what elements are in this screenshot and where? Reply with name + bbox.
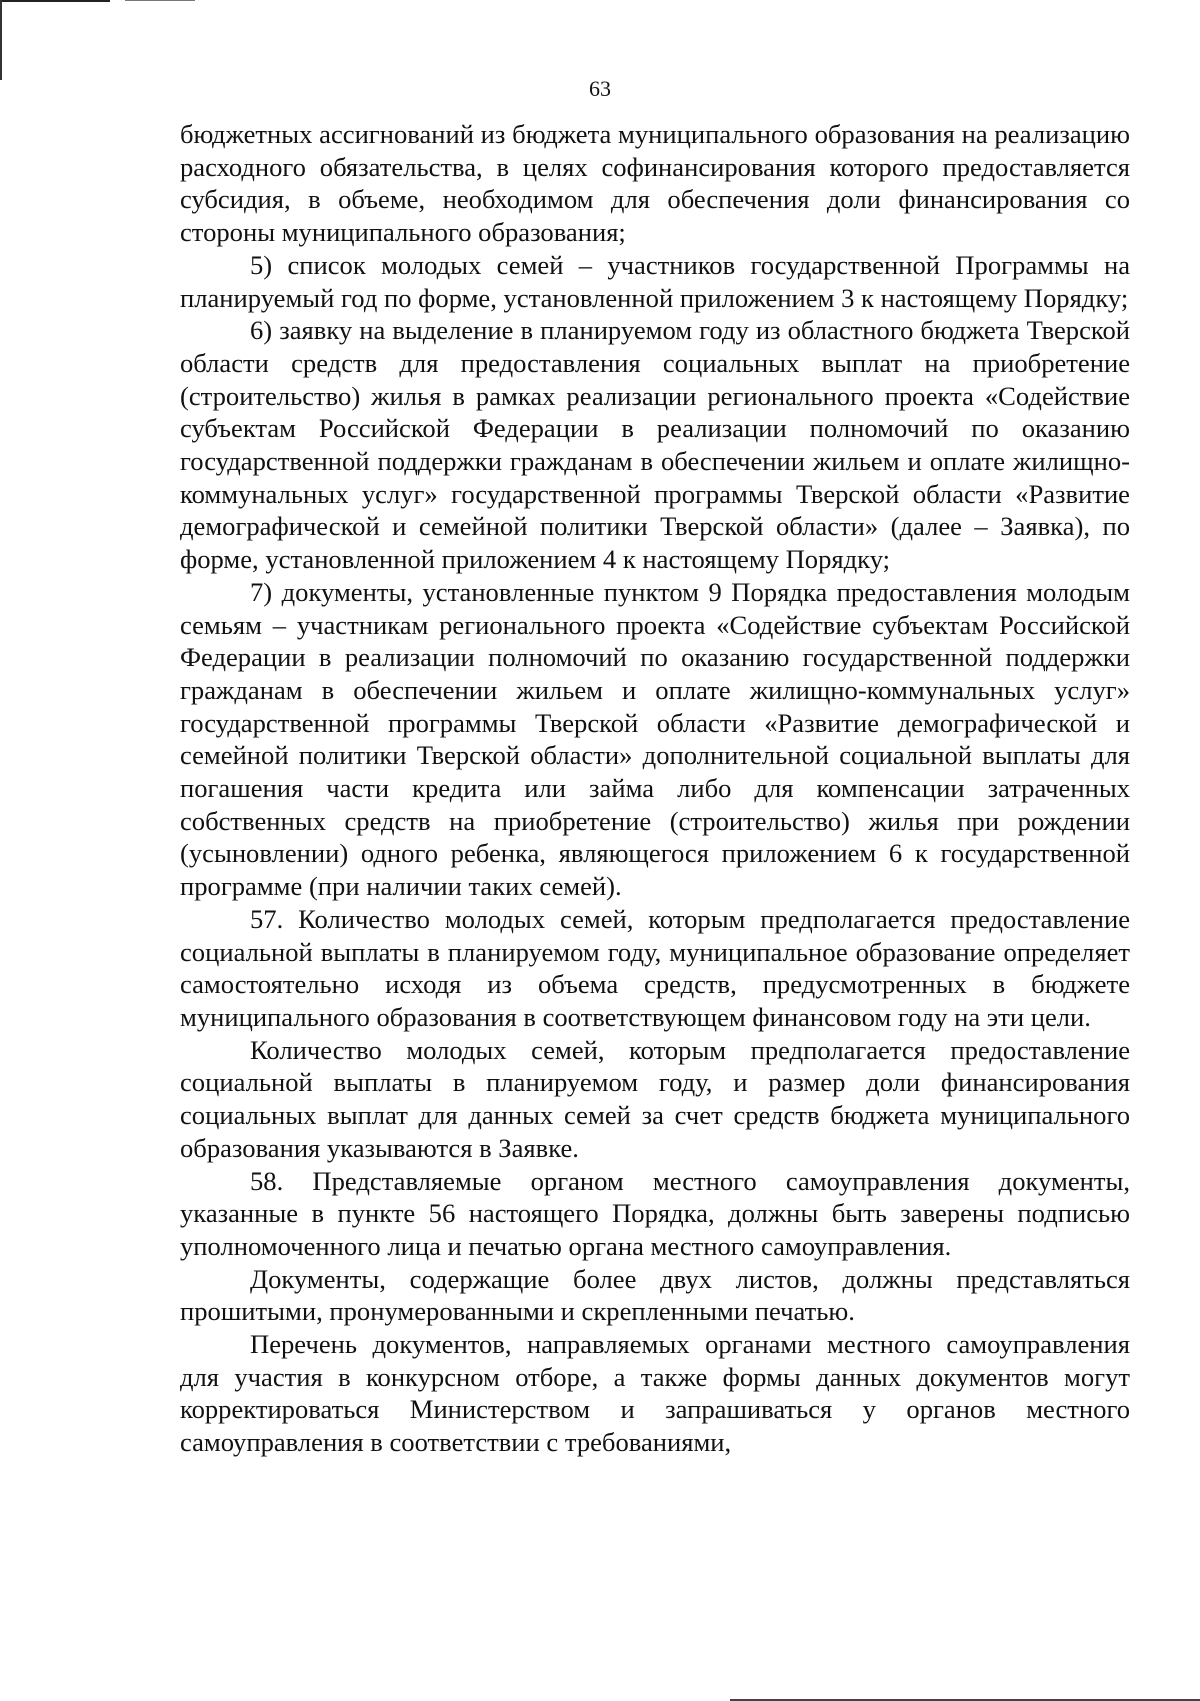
paragraph-clause-58-sheets: Документы, содержащие более двух листов, должны представляться прошитыми, пронумерованными и скрепленными печатью.: [180, 1263, 1130, 1327]
document-body: [180, 118, 1130, 1459]
paragraph-item-5: 5) список молодых семей – участников государственной Программы на планируемый год по форме, установленной приложением 3 к настоящему Порядку;: [180, 249, 1130, 313]
paragraph-clause-58-list: Перечень документов, направляемых органами местного самоуправления для участия в конкурсном отборе, а также формы данных документов могут корректироваться Министерством и запрашиваться у органов местного самоуправления в соответствии с требованиями,: [180, 1329, 1130, 1458]
paragraph-clause-57: 57. Количество молодых семей, которым предполагается предоставление социальной выплаты в планируемом году, муниципальное образование определяет самостоятельно исходя из объема средств, предусмотренных в бюджете муниципального образования в соответствующем финансовом году на эти цели.: [180, 903, 1130, 1032]
paragraph-item-6: 6) заявку на выделение в планируемом году из областного бюджета Тверской области средств для предоставления социальных выплат на приобретение (строительство) жилья в рамках реализации регионального проекта «Содействие субъектам Российской Федерации в реализации полномочий по оказанию государственной поддержки гражданам в обеспечении жильем и оплате жилищно-коммунальных услуг» государственной программы Тверской области «Развитие демографической и семейной политики Тверской области» (далее – Заявка), по форме, установленной приложением 4 к настоящему Порядку;: [180, 315, 1130, 575]
paragraph-clause-58: 58. Представляемые органом местного самоуправления документы, указанные в пункте 56 настоящего Порядка, должны быть заверены подписью уполномоченного лица и печатью органа местного самоуправления.: [180, 1165, 1130, 1261]
scan-edge-top: [0, 0, 110, 2]
scan-edge-left: [0, 0, 2, 80]
page-number: 63: [589, 76, 611, 101]
paragraph-item-7: 7) документы, установленные пунктом 9 Порядка предоставления молодым семьям – участникам регионального проекта «Содействие субъектам Российской Федерации в реализации полномочий по оказанию государственной поддержки гражданам в обеспечении жильем и оплате жилищно-коммунальных услуг» государственной программы Тверской области «Развитие демографической и семейной политики Тверской области» дополнительной социальной выплаты для погашения части кредита или займа либо для компенсации затраченных собственных средств на приобретение (строительство) жилья при рождении (усыновлении) одного ребенка, являющегося приложением 6 к государственной программе (при наличии таких семей).: [180, 576, 1130, 902]
paragraph-continuation: бюджетных ассигнований из бюджета муниципального образования на реализацию расходного обязательства, в целях софинансирования которого предоставляется субсидия, в объеме, необходимом для обеспечения доли финансирования со стороны муниципального образования;: [180, 119, 1130, 248]
scan-edge-top-faint: [125, 0, 195, 1]
paragraph-clause-57-cont: Количество молодых семей, которым предполагается предоставление социальной выплаты в планируемом году, и размер доли финансирования социальных выплат для данных семей за счет средств бюджета муниципального образования указываются в Заявке.: [180, 1034, 1130, 1163]
